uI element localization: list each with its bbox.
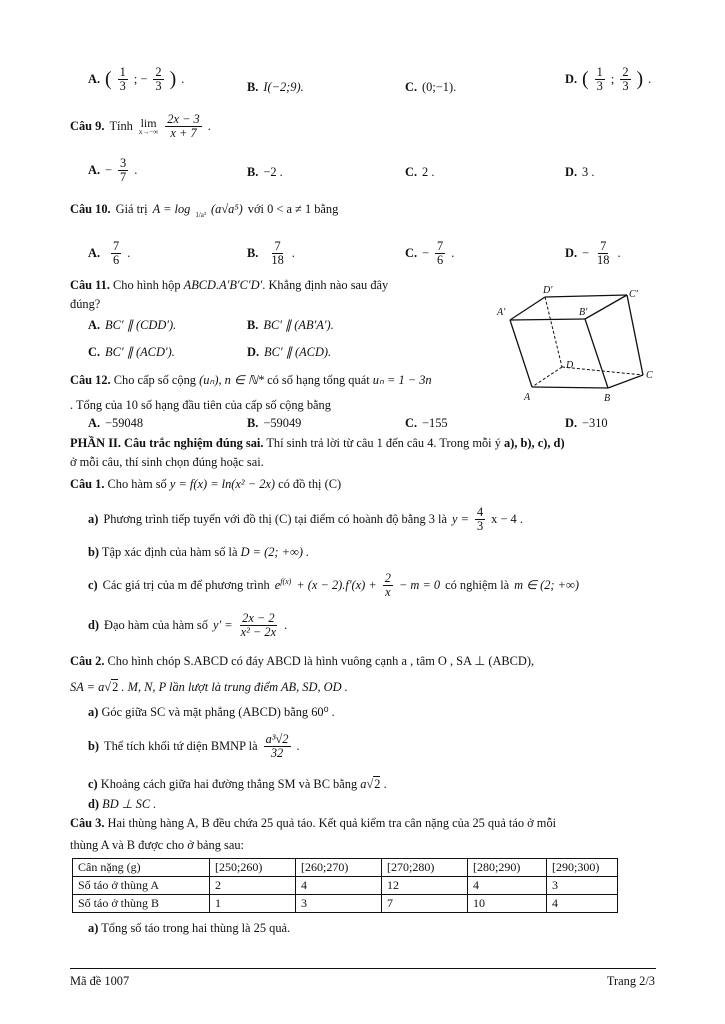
q11-option-d: D. BC′ ∥ (ACD). <box>247 345 332 359</box>
p2q1-item-a: a) Phương trình tiếp tuyến với đồ thị (C) tại điểm có hoành độ bằng 3 là y = $\frac{4}{3}$ x − 4 . <box>88 505 523 534</box>
footer-page-number: Trang 2/3 <box>606 974 655 988</box>
parallelepiped-figure <box>495 282 660 407</box>
q9-option-a: A. − $\frac{3}{7}$ . <box>88 156 138 185</box>
q10-option-c: C. − $\frac{7}{6}$ . <box>405 239 455 268</box>
p2q3-stem-line2: thùng A và B được cho ở bảng sau: <box>70 838 244 852</box>
vertex-label-a1: A′ <box>497 307 506 318</box>
table-header-cell: [280;290) <box>468 859 547 877</box>
q8-option-c: C. (0;−1). <box>405 80 457 94</box>
q8-option-b: B. I(−2;9). <box>247 80 304 94</box>
p2q1-item-c: c) Các giá trị của m để phương trình $e^{f(x)}$ + (x − 2).f′(x) + $\frac{2}{x}$ − m = 0 có nghiệm là m ∈ (2; +∞) <box>88 571 579 600</box>
q12-option-b: B. −59049 <box>247 416 302 430</box>
p2q2-stem-line1: Câu 2. Cho hình chóp S.ABCD có đáy ABCD là hình vuông cạnh a , tâm O , SA ⊥ (ABCD), <box>70 654 535 668</box>
q12-option-d: D. −310 <box>565 416 608 430</box>
table-header-cell: [270;280) <box>382 859 468 877</box>
q10-option-d: D. − $\frac{7}{18}$ . <box>565 239 621 268</box>
table-cell: 4 <box>468 877 547 895</box>
q11-option-a: A. BC′ ∥ (CDD′). <box>88 318 177 332</box>
table-cell: 1 <box>210 895 296 913</box>
table-header-cell: [260;270) <box>296 859 382 877</box>
table-cell: 4 <box>547 895 618 913</box>
vertex-label-d: D <box>566 360 574 371</box>
p2q1-item-d: d) Đạo hàm của hàm số y′ = $\frac{2x - 2}{\text{x² − 2x}}$ . <box>88 611 288 640</box>
table-cell: Số táo ở thùng A <box>73 877 210 895</box>
part2-heading: PHẦN II. Câu trắc nghiệm đúng sai. Thí sinh trả lời từ câu 1 đến câu 4. Trong mỗi ý a), b), c), d) <box>70 436 565 450</box>
q8-option-d: D. ( $\frac{1}{3}$ ; $\frac{2}{3}$ ) . <box>565 65 652 94</box>
q12-stem-line2: . Tổng của 10 số hạng đầu tiên của cấp số cộng bằng <box>70 398 331 412</box>
vertex-label-c: C <box>646 370 653 381</box>
q9-option-b: B. −2 . <box>247 165 283 179</box>
p2q2-stem-line2: SA = a√2 . M, N, P lần lượt là trung điểm AB, SD, OD . <box>70 680 348 694</box>
part2-instruction: ở mỗi câu, thí sinh chọn đúng hoặc sai. <box>70 455 264 469</box>
q11-option-c: C. BC′ ∥ (ACD′). <box>88 345 175 359</box>
q9-option-c: C. 2 . <box>405 165 435 179</box>
q11-stem-line2: đúng? <box>70 297 101 311</box>
q11-stem-line1: Câu 11. Cho hình hộp ABCD.A′B′C′D′. Khẳng định nào sau đây <box>70 278 389 292</box>
vertex-label-b1: B′ <box>579 307 588 318</box>
table-header-cell: [290;300) <box>547 859 618 877</box>
table-cell: 4 <box>296 877 382 895</box>
p2q2-item-b: b) Thể tích khối tứ diện BMNP là $\frac{\text{a³√2}}{32}$ . <box>88 732 300 761</box>
vertex-label-b: B <box>604 393 611 404</box>
table-cell: 3 <box>547 877 618 895</box>
table-cell: 10 <box>468 895 547 913</box>
table-cell: 12 <box>382 877 468 895</box>
table-header-cell: [250;260) <box>210 859 296 877</box>
table-row <box>73 895 618 913</box>
p2q2-item-a: a) Góc giữa SC và mặt phẳng (ABCD) bằng 60⁰ . <box>88 705 335 719</box>
q10-stem: Câu 10. Giá trị A = log $_{1/a^3}$ (a√a⁵) với 0 < a ≠ 1 bằng <box>70 202 339 220</box>
q9-option-d: D. 3 . <box>565 165 595 179</box>
q12-option-c: C. −155 <box>405 416 448 430</box>
p2q3-stem-line1: Câu 3. Hai thùng hàng A, B đều chứa 25 quả táo. Kết quả kiểm tra cân nặng của 25 quả táo ở mỗi <box>70 816 557 830</box>
q11-option-b: B. BC′ ∥ (AB′A′). <box>247 318 334 332</box>
q9-stem: Câu 9. Tính lim x→−∞ $\frac{2x - 3}{x + 7}$ . <box>70 112 211 141</box>
apple-weight-table <box>72 858 618 913</box>
table-cell: 2 <box>210 877 296 895</box>
p2q1-stem: Câu 1. Cho hàm số y = f(x) = ln(x² − 2x) có đồ thị (C) <box>70 477 342 491</box>
table-header-row <box>73 859 618 877</box>
p2q1-item-b: b) Tập xác định của hàm số là D = (2; +∞) . <box>88 545 310 559</box>
table-header-cell: Cân nặng (g) <box>73 859 210 877</box>
vertex-label-c1: C′ <box>629 289 638 300</box>
table-row <box>73 877 618 895</box>
p2q2-item-c: c) Khoảng cách giữa hai đường thẳng SM và BC bằng a√2 . <box>88 777 387 791</box>
p2q3-item-a: a) Tổng số táo trong hai thùng là 25 quả. <box>88 921 291 935</box>
footer-divider <box>70 968 656 969</box>
q12-stem-line1: Câu 12. Cho cấp số cộng (uₙ), n ∈ ℕ* có số hạng tổng quát uₙ = 1 − 3n <box>70 373 432 387</box>
q10-option-a: A. $\frac{7}{6}$ . <box>88 239 131 268</box>
q8-option-a: A. ( $\frac{1}{3}$ ; − $\frac{2}{3}$ ) . <box>88 65 185 94</box>
table-cell: 7 <box>382 895 468 913</box>
footer-exam-code: Mã đề 1007 <box>70 974 130 988</box>
q10-option-b: B. $\frac{7}{18}$ . <box>247 239 295 268</box>
table-cell: 3 <box>296 895 382 913</box>
vertex-label-d1: D′ <box>543 285 553 296</box>
vertex-label-a: A <box>524 392 531 403</box>
q12-option-a: A. −59048 <box>88 416 144 430</box>
table-cell: Số táo ở thùng B <box>73 895 210 913</box>
p2q2-item-d: d) BD ⊥ SC . <box>88 797 157 811</box>
